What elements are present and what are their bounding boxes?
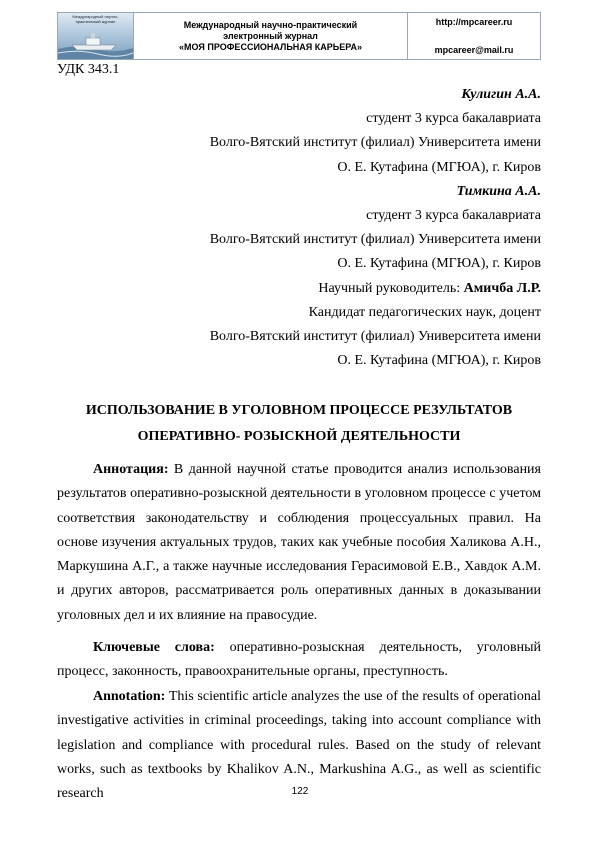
supervisor-affiliation: О. Е. Кутафина (МГЮА), г. Киров [337, 353, 541, 369]
keywords-ru-label: Ключевые слова: [93, 640, 215, 655]
annotation-en-text: This scientific article analyzes the use of the results of operational investigative activities in criminal proceedings, taking into account compliance with legislation and compliance with procedural rules. Based on the study of relevant works, such as textbooks by Khalikov A.N., Markushina A.G., as well as scientific research [57, 689, 541, 802]
journal-website-link[interactable]: http://mpcareer.ru [435, 17, 513, 27]
journal-title-line2: электронный журнал [223, 30, 318, 41]
journal-title-block [133, 13, 408, 59]
journal-header [57, 12, 541, 60]
page-number: 122 [291, 786, 309, 797]
annotation-ru-text: В данной научной статье проводится анализ использования результатов оперативно-розыскной деятельности в уголовном процессе с учетом соответствия законодательству и соблюдения процессуальных правил. На основе изучения актуальных трудов, таких как учебные пособия Халикова А.Н., Маркушина А.Г., а также научные исследования Герасимовой Е.В., Хавдок А.М. и других авторов, рассматривается роль оперативных данных в доказывании уголовных дел и их влияние на правосудие. [57, 462, 541, 623]
journal-email-link[interactable]: mpcareer@mail.ru [434, 45, 514, 55]
author-affiliation: Волго-Вятский институт (филиал) Университета имени [209, 135, 541, 151]
journal-title-line1: Международный научно-практический [183, 19, 358, 30]
authors-block [210, 83, 541, 373]
annotation-ru-paragraph [57, 458, 541, 628]
udk-code: УДК 343.1 [57, 62, 120, 77]
logo-text: Международный научно-практический журнал [72, 14, 119, 24]
supervisor-affiliation: Волго-Вятский институт (филиал) Университета имени [209, 329, 541, 345]
author-affiliation: Волго-Вятский институт (филиал) Университета имени [209, 232, 541, 248]
annotation-ru-label: Аннотация: [93, 462, 169, 477]
author-affiliation: О. Е. Кутафина (МГЮА), г. Киров [337, 159, 541, 175]
annotation-ru [57, 458, 541, 628]
supervisor-degree: Кандидат педагогических наук, доцент [308, 304, 541, 320]
article-title-line1: ИСПОЛЬЗОВАНИЕ В УГОЛОВНОМ ПРОЦЕССЕ РЕЗУЛЬТАТОВ [85, 403, 513, 418]
supervisor-label: Научный руководитель: [318, 280, 464, 296]
supervisor-line [210, 277, 541, 301]
journal-contacts [408, 13, 540, 59]
keywords-ru [57, 636, 541, 685]
supervisor-name: Амичба Л.Р. [463, 280, 541, 296]
journal-logo [58, 13, 133, 59]
author-position: студент 3 курса бакалавриата [366, 208, 541, 224]
journal-title-line3: «МОЯ ПРОФЕССИОНАЛЬНАЯ КАРЬЕРА» [179, 41, 362, 52]
author-position: студент 3 курса бакалавриата [366, 111, 541, 127]
annotation-en-label: Annotation: [93, 689, 166, 704]
author-name: Тимкина А.А. [456, 183, 541, 199]
article-title [57, 398, 541, 450]
article-title-line2: ОПЕРАТИВНО- РОЗЫСКНОЙ ДЕЯТЕЛЬНОСТИ [137, 429, 461, 444]
author-name: Кулигин А.А. [461, 87, 541, 102]
keywords-ru-text: оперативно-розыскная деятельность, уголовный процесс, законность, правоохранительные органы, преступность. [57, 640, 542, 680]
keywords-ru-paragraph [57, 636, 541, 685]
author-affiliation: О. Е. Кутафина (МГЮА), г. Киров [337, 256, 541, 272]
